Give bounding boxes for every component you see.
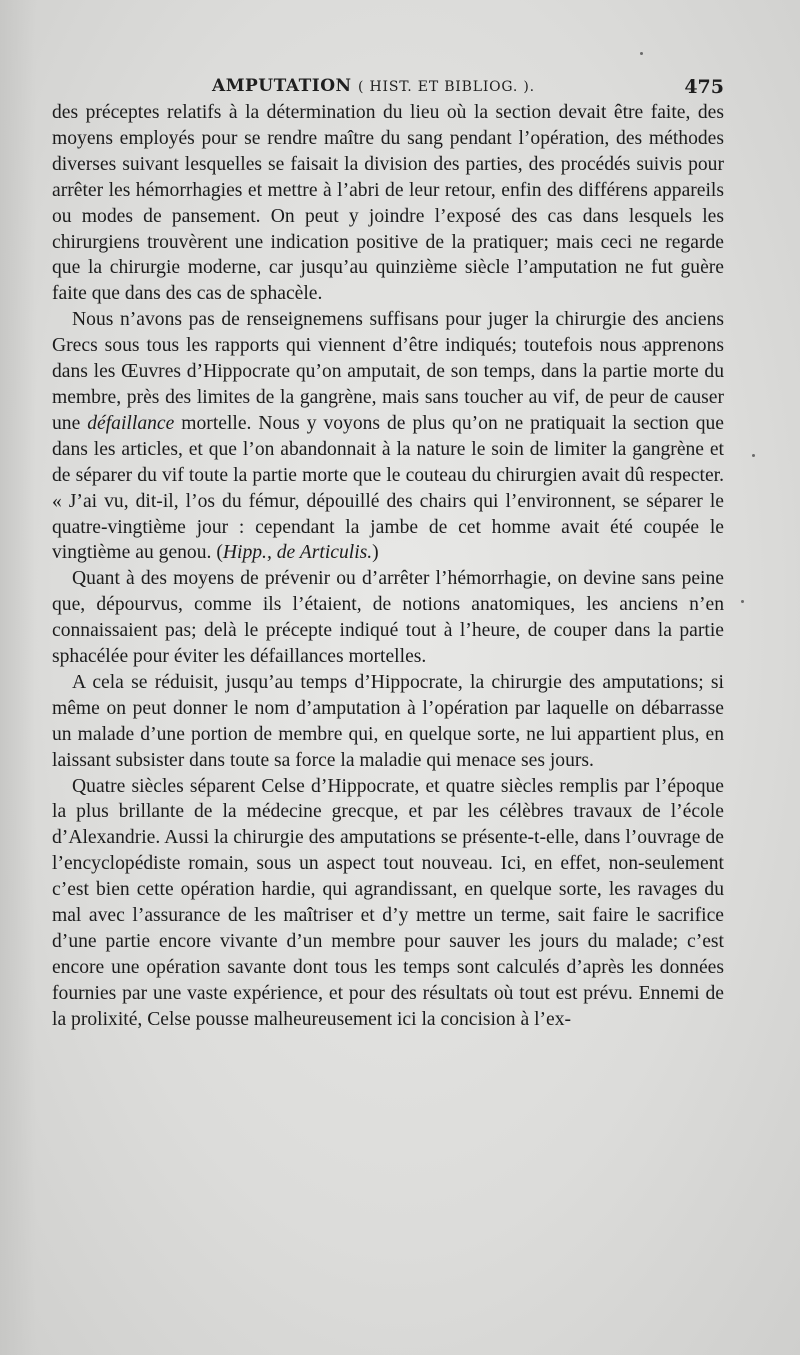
- paragraph: [52, 307, 724, 566]
- running-title-subject: ( HIST. ET BIBLIOG. ).: [357, 79, 535, 95]
- running-title-main: AMPUTATION: [212, 76, 352, 96]
- italic-text: défaillance: [87, 412, 175, 434]
- text-run: ): [372, 542, 379, 564]
- text-run: mortelle. Nous y voyons de plus qu’on ne pratiquait la section que dans les articles, et que l’on abandonnait à la nature le soin de limiter la gangrène et de séparer du vif toute la partie morte que le couteau du chirurgien avait dû respecter. « J’ai vu, dit-il, l’os du fémur, dépouillé des chairs qui l’environnent, se séparer le quatre-vingtième jour : cependant la jambe de cet homme avait été coupée le vingtième au genou. (: [52, 412, 724, 564]
- paragraph: [52, 566, 724, 670]
- text-run: Nous n’avons pas de renseignemens suffisans pour juger la chirurgie des anciens Grecs sous tous les rapports qui viennent d’être indiqués; toutefois nous apprenons dans les Œuvres d’Hippocrate qu’on amputait, de son temps, dans la partie morte du membre, près des limites de la gangrène, mais sans toucher au vif, de peur de causer une: [52, 309, 724, 434]
- paper-speck: [752, 454, 755, 457]
- text-run: A cela se réduisit, jusqu’au temps d’Hippocrate, la chirurgie des amputations; si même on peut donner le nom d’amputation à l’opération par laquelle on débarrasse un malade d’une portion de membre qui, en quelque sorte, ne lui appartient plus, en laissant subsister dans toute sa force la maladie qui menace ses jours.: [52, 671, 724, 771]
- paragraph: [52, 774, 724, 1033]
- running-header: [52, 70, 724, 104]
- paper-speck: [741, 600, 744, 603]
- paragraph: [52, 670, 724, 774]
- running-title: [212, 76, 535, 96]
- paragraph: [52, 100, 724, 307]
- body-text: [52, 100, 724, 1033]
- text-run: Quatre siècles séparent Celse d’Hippocrate, et quatre siècles remplis par l’époque la plus brillante de la médecine grecque, et par les célèbres travaux de l’école d’Alexandrie. Aussi la chirurgie des amputations se présente-t-elle, dans l’ouvrage de l’encyclopédiste romain, sous un aspect tout nouveau. Ici, en effet, non-seulement c’est bien cette opération hardie, qui agrandissant, en quelque sorte, les ravages du mal avec l’assurance de les maîtriser et d’y mettre un terme, sait faire le sacrifice d’une partie encore vivante d’un membre pour sauver les jours du malade; c’est encore une opération savante dont tous les temps sont calculés d’après les données fournies par une vaste expérience, et pour des résultats où tout est prévu. Ennemi de la prolixité, Celse pousse malheureusement ici la concision à l’ex-: [52, 775, 724, 1030]
- italic-text: Hipp., de Articulis.: [222, 542, 373, 564]
- text-run: Quant à des moyens de prévenir ou d’arrêter l’hémorrhagie, on devine sans peine que, dépourvus, comme ils l’étaient, de notions anatomiques, les anciens n’en connaissaient pas; delà le précepte indiqué tout à l’heure, de couper dans la partie sphacélée pour éviter les défaillances mortelles.: [52, 568, 724, 668]
- page-number: 475: [684, 76, 724, 98]
- text-run: des préceptes relatifs à la détermination du lieu où la section devait être faite, des moyens employés pour se rendre maître du sang pendant l’opération, des méthodes diverses suivant lesquelles se faisait la division des parties, des procédés suivis pour arrêter les hémorrhagies et mettre à l’abri de leur retour, enfin des différens appareils ou modes de pansement. On peut y joindre l’exposé des cas dans lesquels les chirurgiens trouvèrent une indication positive de la pratiquer; mais ceci ne regarde que la chirurgie moderne, car jusqu’au quinzième siècle l’amputation ne fut guère faite que dans des cas de sphacèle.: [52, 102, 724, 305]
- paper-speck: [640, 52, 643, 55]
- binding-gutter-shadow: [0, 0, 36, 1355]
